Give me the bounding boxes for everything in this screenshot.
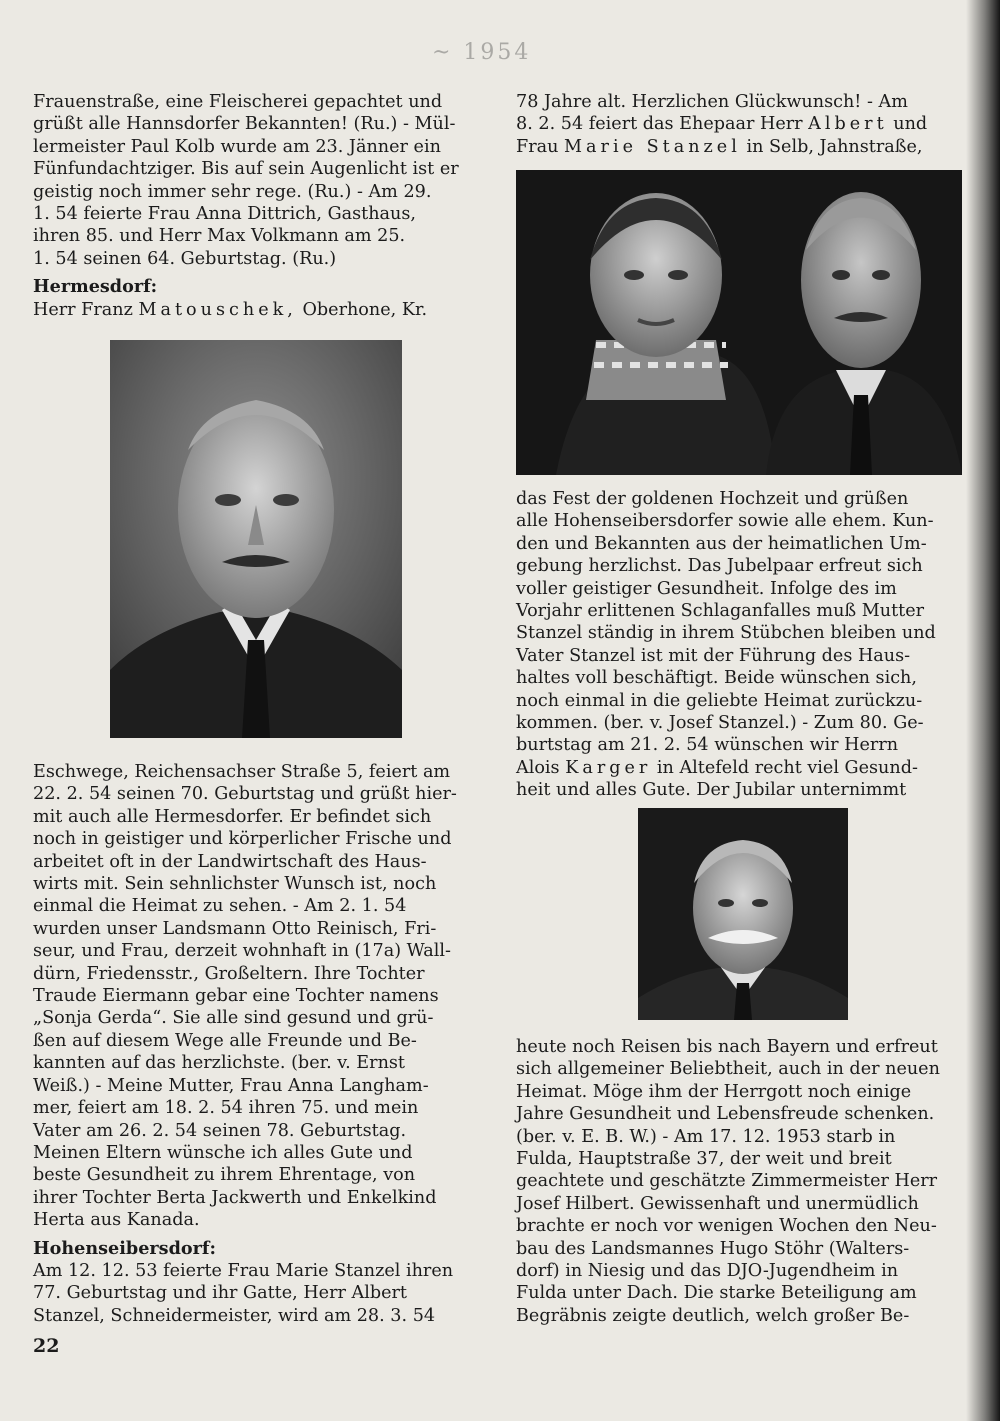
text-line: Eschwege, Reichensachser Straße 5, feiert am	[33, 762, 451, 782]
portrait-photo-matouschek	[110, 340, 402, 738]
section-heading-hermesdorf: Hermesdorf:	[33, 276, 158, 298]
text-line: Stanzel ständig in ihrem Stübchen bleiben und	[516, 623, 936, 644]
text-line: Fulda, Hauptstraße 37, der weit und breit	[516, 1149, 892, 1170]
text-line: kannten auf das herzlichste. (ber. v. Ernst	[33, 1053, 405, 1074]
text-line: Heimat. Möge ihm der Herrgott noch einige	[516, 1081, 912, 1102]
text-line: 78 Jahre alt. Herzlichen Glückwunsch! - Am	[516, 92, 908, 112]
faint-stamp: ~ 1954	[432, 40, 532, 65]
left-column-top	[33, 91, 485, 321]
text-line: beste Gesundheit zu ihrem Ehrentage, von	[33, 1165, 416, 1186]
text-line: Stanzel, Schneidermeister, wird am 28. 3. 54	[33, 1305, 436, 1326]
text-line: sich allgemeiner Beliebtheit, auch in der neuen	[516, 1059, 940, 1080]
right-column-bottom	[516, 1036, 970, 1327]
text-line: Josef Hilbert. Gewissenhaft und unermüdlich	[516, 1193, 919, 1214]
text-line: das Fest der goldenen Hochzeit und grüßen	[516, 489, 909, 509]
text-line: haltes voll beschäftigt. Beide wünschen sich,	[516, 668, 917, 689]
text-line: dorf) in Niesig und das DJO-Jugendheim in	[516, 1261, 899, 1282]
text-line: Fulda unter Dach. Die starke Beteiligung am	[516, 1283, 917, 1304]
text-line: alle Hohenseibersdorfer sowie alle ehem. Kun-	[516, 511, 934, 532]
page-number: 22	[33, 1335, 60, 1357]
text-line	[516, 113, 970, 135]
text-line: mer, feiert am 18. 2. 54 ihren 75. und mein	[33, 1098, 419, 1119]
text-fragment: in Selb, Jahnstraße,	[746, 136, 923, 157]
right-column-top	[516, 91, 970, 158]
portrait-photo-stanzel-couple	[516, 170, 962, 475]
text-line: den und Bekannten aus der heimatlichen Um-	[516, 533, 927, 554]
text-line: grüßt alle Hannsdorfer Bekannten! (Ru.) - Mül-	[33, 114, 456, 135]
text-line	[516, 757, 970, 779]
text-line: (ber. v. E. B. W.) - Am 17. 12. 1953 starb in	[516, 1126, 896, 1147]
spaced-name: Albert	[808, 114, 888, 135]
text-line: dürn, Friedensstr., Großeltern. Ihre Tochter	[33, 963, 425, 984]
text-line: ihrer Tochter Berta Jackwerth und Enkelkind	[33, 1187, 437, 1208]
text-line: geistig noch immer sehr rege. (Ru.) - Am 29.	[33, 181, 432, 202]
text-line: gebung herzlichst. Das Jubelpaar erfreut sich	[516, 556, 923, 577]
text-line	[33, 299, 485, 321]
text-line: bau des Landsmannes Hugo Stöhr (Walters-	[516, 1238, 910, 1259]
text-line: „Sonja Gerda“. Sie alle sind gesund und grü-	[33, 1008, 434, 1029]
text-line: Herta aus Kanada.	[33, 1210, 200, 1231]
text-line: wirts mit. Sein sehnlichster Wunsch ist, noch	[33, 874, 437, 895]
text-line: noch einmal in die geliebte Heimat zurückzu-	[516, 690, 923, 711]
left-column-middle	[33, 761, 485, 1327]
text-line: arbeitet oft in der Landwirtschaft des Haus-	[33, 851, 427, 872]
spaced-name: Marie Stanzel	[564, 136, 741, 157]
text-line: einmal die Heimat zu sehen. - Am 2. 1. 54	[33, 896, 407, 917]
portrait-photo-karger	[638, 808, 848, 1020]
text-line: seur, und Frau, derzeit wohnhaft in (17a) Wall-	[33, 941, 451, 962]
text-line: Jahre Gesundheit und Lebensfreude schenken.	[516, 1104, 935, 1125]
text-fragment: Alois	[516, 757, 560, 778]
text-line: Weiß.) - Meine Mutter, Frau Anna Langham-	[33, 1075, 429, 1096]
text-line: ßen auf diesem Wege alle Freunde und Be-	[33, 1030, 417, 1051]
text-line: lermeister Paul Kolb wurde am 23. Jänner ein	[33, 136, 441, 157]
text-line	[516, 136, 970, 158]
text-line: Vater Stanzel ist mit der Führung des Haus-	[516, 645, 911, 666]
text-line: Vorjahr erlittenen Schlaganfalles muß Mutter	[516, 601, 925, 622]
text-line: heute noch Reisen bis nach Bayern und erfreut	[516, 1037, 938, 1057]
text-fragment: und	[893, 114, 928, 135]
text-line: 77. Geburtstag und ihr Gatte, Herr Albert	[33, 1283, 407, 1304]
spaced-name: Matouschek,	[138, 299, 297, 320]
spaced-name: Karger	[565, 757, 652, 778]
text-line: brachte er noch vor wenigen Wochen den Neu-	[516, 1216, 937, 1237]
portrait-image	[110, 340, 402, 738]
text-line: 1. 54 feierte Frau Anna Dittrich, Gasthaus,	[33, 204, 416, 225]
text-line: Am 12. 12. 53 feierte Frau Marie Stanzel ihren	[33, 1260, 454, 1281]
section-heading-hohenseibersdorf: Hohenseibersdorf:	[33, 1237, 216, 1259]
text-line: geachtete und geschätzte Zimmermeister Herr	[516, 1171, 938, 1192]
text-line: wurden unser Landsmann Otto Reinisch, Fri-	[33, 918, 437, 939]
text-line: ihren 85. und Herr Max Volkmann am 25.	[33, 226, 406, 247]
text-line: 1. 54 seinen 64. Geburtstag. (Ru.)	[33, 248, 337, 269]
text-fragment: in Altefeld recht viel Gesund-	[656, 757, 918, 778]
text-line: Fünfundachtziger. Bis auf sein Augenlicht ist er	[33, 159, 459, 180]
text-line: 22. 2. 54 seinen 70. Geburtstag und grüßt hier-	[33, 784, 457, 805]
text-fragment: Herr Franz	[33, 299, 133, 320]
text-line: mit auch alle Hermesdorfer. Er befindet sich	[33, 806, 432, 827]
text-fragment: Frau	[516, 136, 559, 157]
text-line: Frauenstraße, eine Fleischerei gepachtet und	[33, 92, 443, 112]
text-line: burtstag am 21. 2. 54 wünschen wir Herrn	[516, 735, 899, 756]
page-edge-shadow	[966, 0, 1000, 1421]
text-line: heit und alles Gute. Der Jubilar unternimmt	[516, 780, 907, 801]
text-fragment: 8. 2. 54 feiert das Ehepaar Herr	[516, 114, 803, 135]
text-line: Traude Eiermann gebar eine Tochter namens	[33, 986, 439, 1007]
text-line: kommen. (ber. v. Josef Stanzel.) - Zum 80. Ge-	[516, 713, 924, 734]
right-column-middle	[516, 488, 970, 802]
couple-image	[516, 170, 962, 475]
text-line: Vater am 26. 2. 54 seinen 78. Geburtstag.	[33, 1120, 407, 1141]
text-line: Meinen Eltern wünsche ich alles Gute und	[33, 1142, 413, 1163]
text-line: Begräbnis zeigte deutlich, welch großer Be-	[516, 1305, 910, 1326]
text-line: voller geistiger Gesundheit. Infolge des im	[516, 578, 897, 599]
text-line: noch in geistiger und körperlicher Frische und	[33, 829, 452, 850]
text-fragment: Oberhone, Kr.	[302, 299, 428, 320]
karger-image	[638, 808, 848, 1020]
